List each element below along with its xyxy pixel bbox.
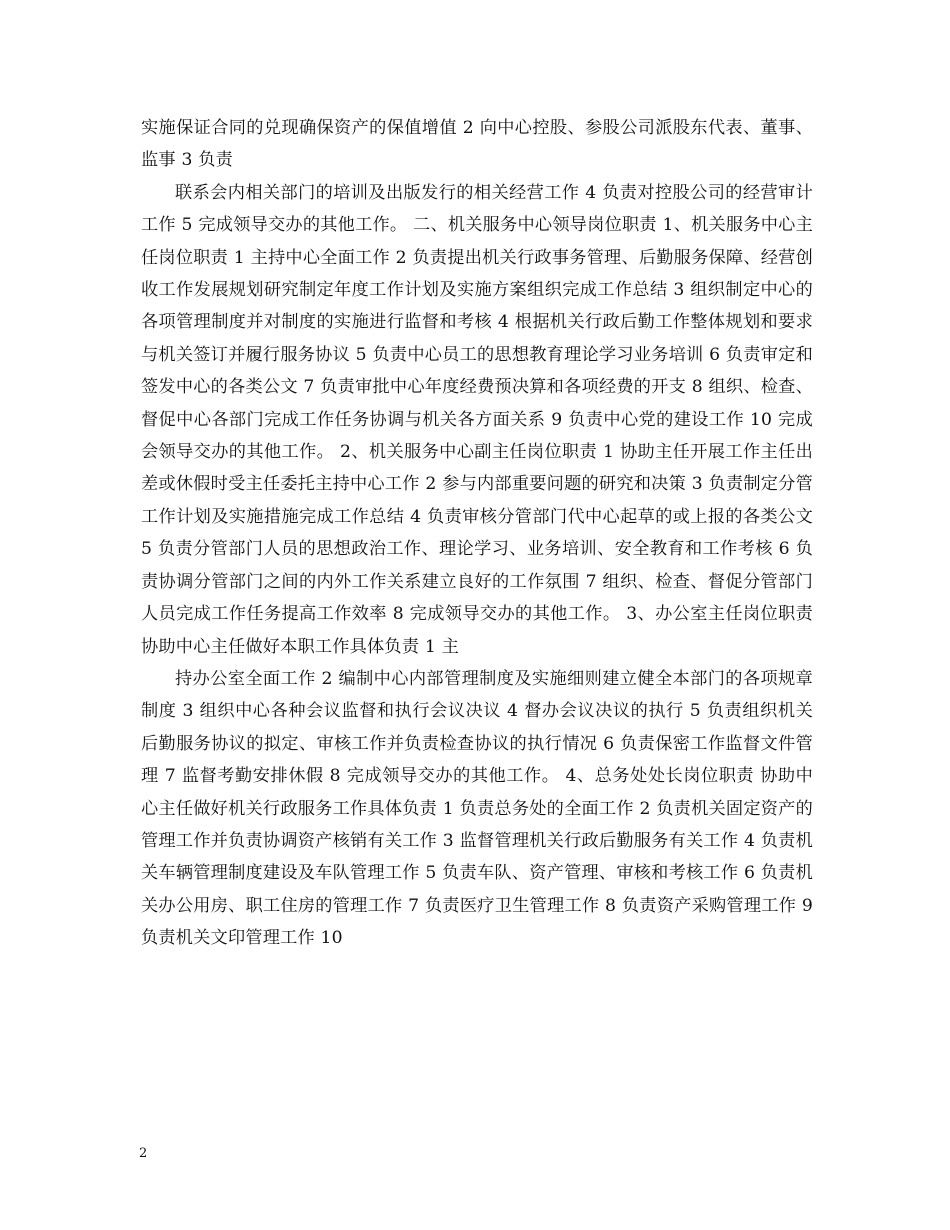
paragraph-2: 联系会内相关部门的培训及出版发行的相关经营工作 4 负责对控股公司的经营审计工作 5 完成领导交办的其他工作。 二、机关服务中心领导岗位职责 1、机关服务中心主任岗位职责 1 主持中心全面工作 2 负责提出机关行政事务管理、后勤服务保障、经营创收工作发展规划研究制定年度工作计划及实施方案组织完成工作总结 3 组织制定中心的各项管理制度并对制度的实施进行监督和考核 4 根据机关行政后勤工作整体规划和要求与机关签订并履行服务协议 5 负责中心员工的思想教育理论学习业务培训 6 负责审定和签发中心的各类公文 7 负责审批中心年度经费预决算和各项经费的开支 8 组织、检查、督促中心各部门完成工作任务协调与机关各方面关系 9 负责中心党的建设工作 10 完成会领导交办的其他工作。 2、机关服务中心副主任岗位职责 1 协助主任开展工作主任出差或休假时受主任委托主持中心工作 2 参与内部重要问题的研究和决策 3 负责制定分管工作计划及实施措施完成工作总结 4 负责审核分管部门代中心起草的或上报的各类公文 5 负责分管部门人员的思想政治工作、理论学习、业务培训、安全教育和工作考核 6 负责协调分管部门之间的内外工作关系建立良好的工作氛围 7 组织、检查、督促分管部门人员完成工作任务提高工作效率 8 完成领导交办的其他工作。 3、办公室主任岗位职责 协助中心主任做好本职工作具体负责 1 主 bbox=[141, 182, 813, 657]
paragraph-1: 实施保证合同的兑现确保资产的保值增值 2 向中心控股、参股公司派股东代表、董事、监事 3 负责 bbox=[141, 118, 813, 171]
paragraph-3: 持办公室全面工作 2 编制中心内部管理制度及实施细则建立健全本部门的各项规章制度 3 组织中心各种会议监督和执行会议决议 4 督办会议决议的执行 5 负责组织机关后勤服务协议的拟定、审核工作并负责检查协议的执行情况 6 负责保密工作监督文件管理 7 监督考勤安排休假 8 完成领导交办的其他工作。 4、总务处处长岗位职责 协助中心主任做好机关行政服务工作具体负责 1 负责总务处的全面工作 2 负责机关固定资产的管理工作并负责协调资产核销有关工作 3 监督管理机关行政后勤服务有关工作 4 负责机关车辆管理制度建设及车队管理工作 5 负责车队、资产管理、审核和考核工作 6 负责机关办公用房、职工住房的管理工作 7 负责医疗卫生管理工作 8 负责资产采购管理工作 9 负责机关文印管理工作 10 bbox=[141, 668, 813, 949]
document-body bbox=[141, 112, 813, 955]
page-number: 2 bbox=[139, 1146, 148, 1161]
